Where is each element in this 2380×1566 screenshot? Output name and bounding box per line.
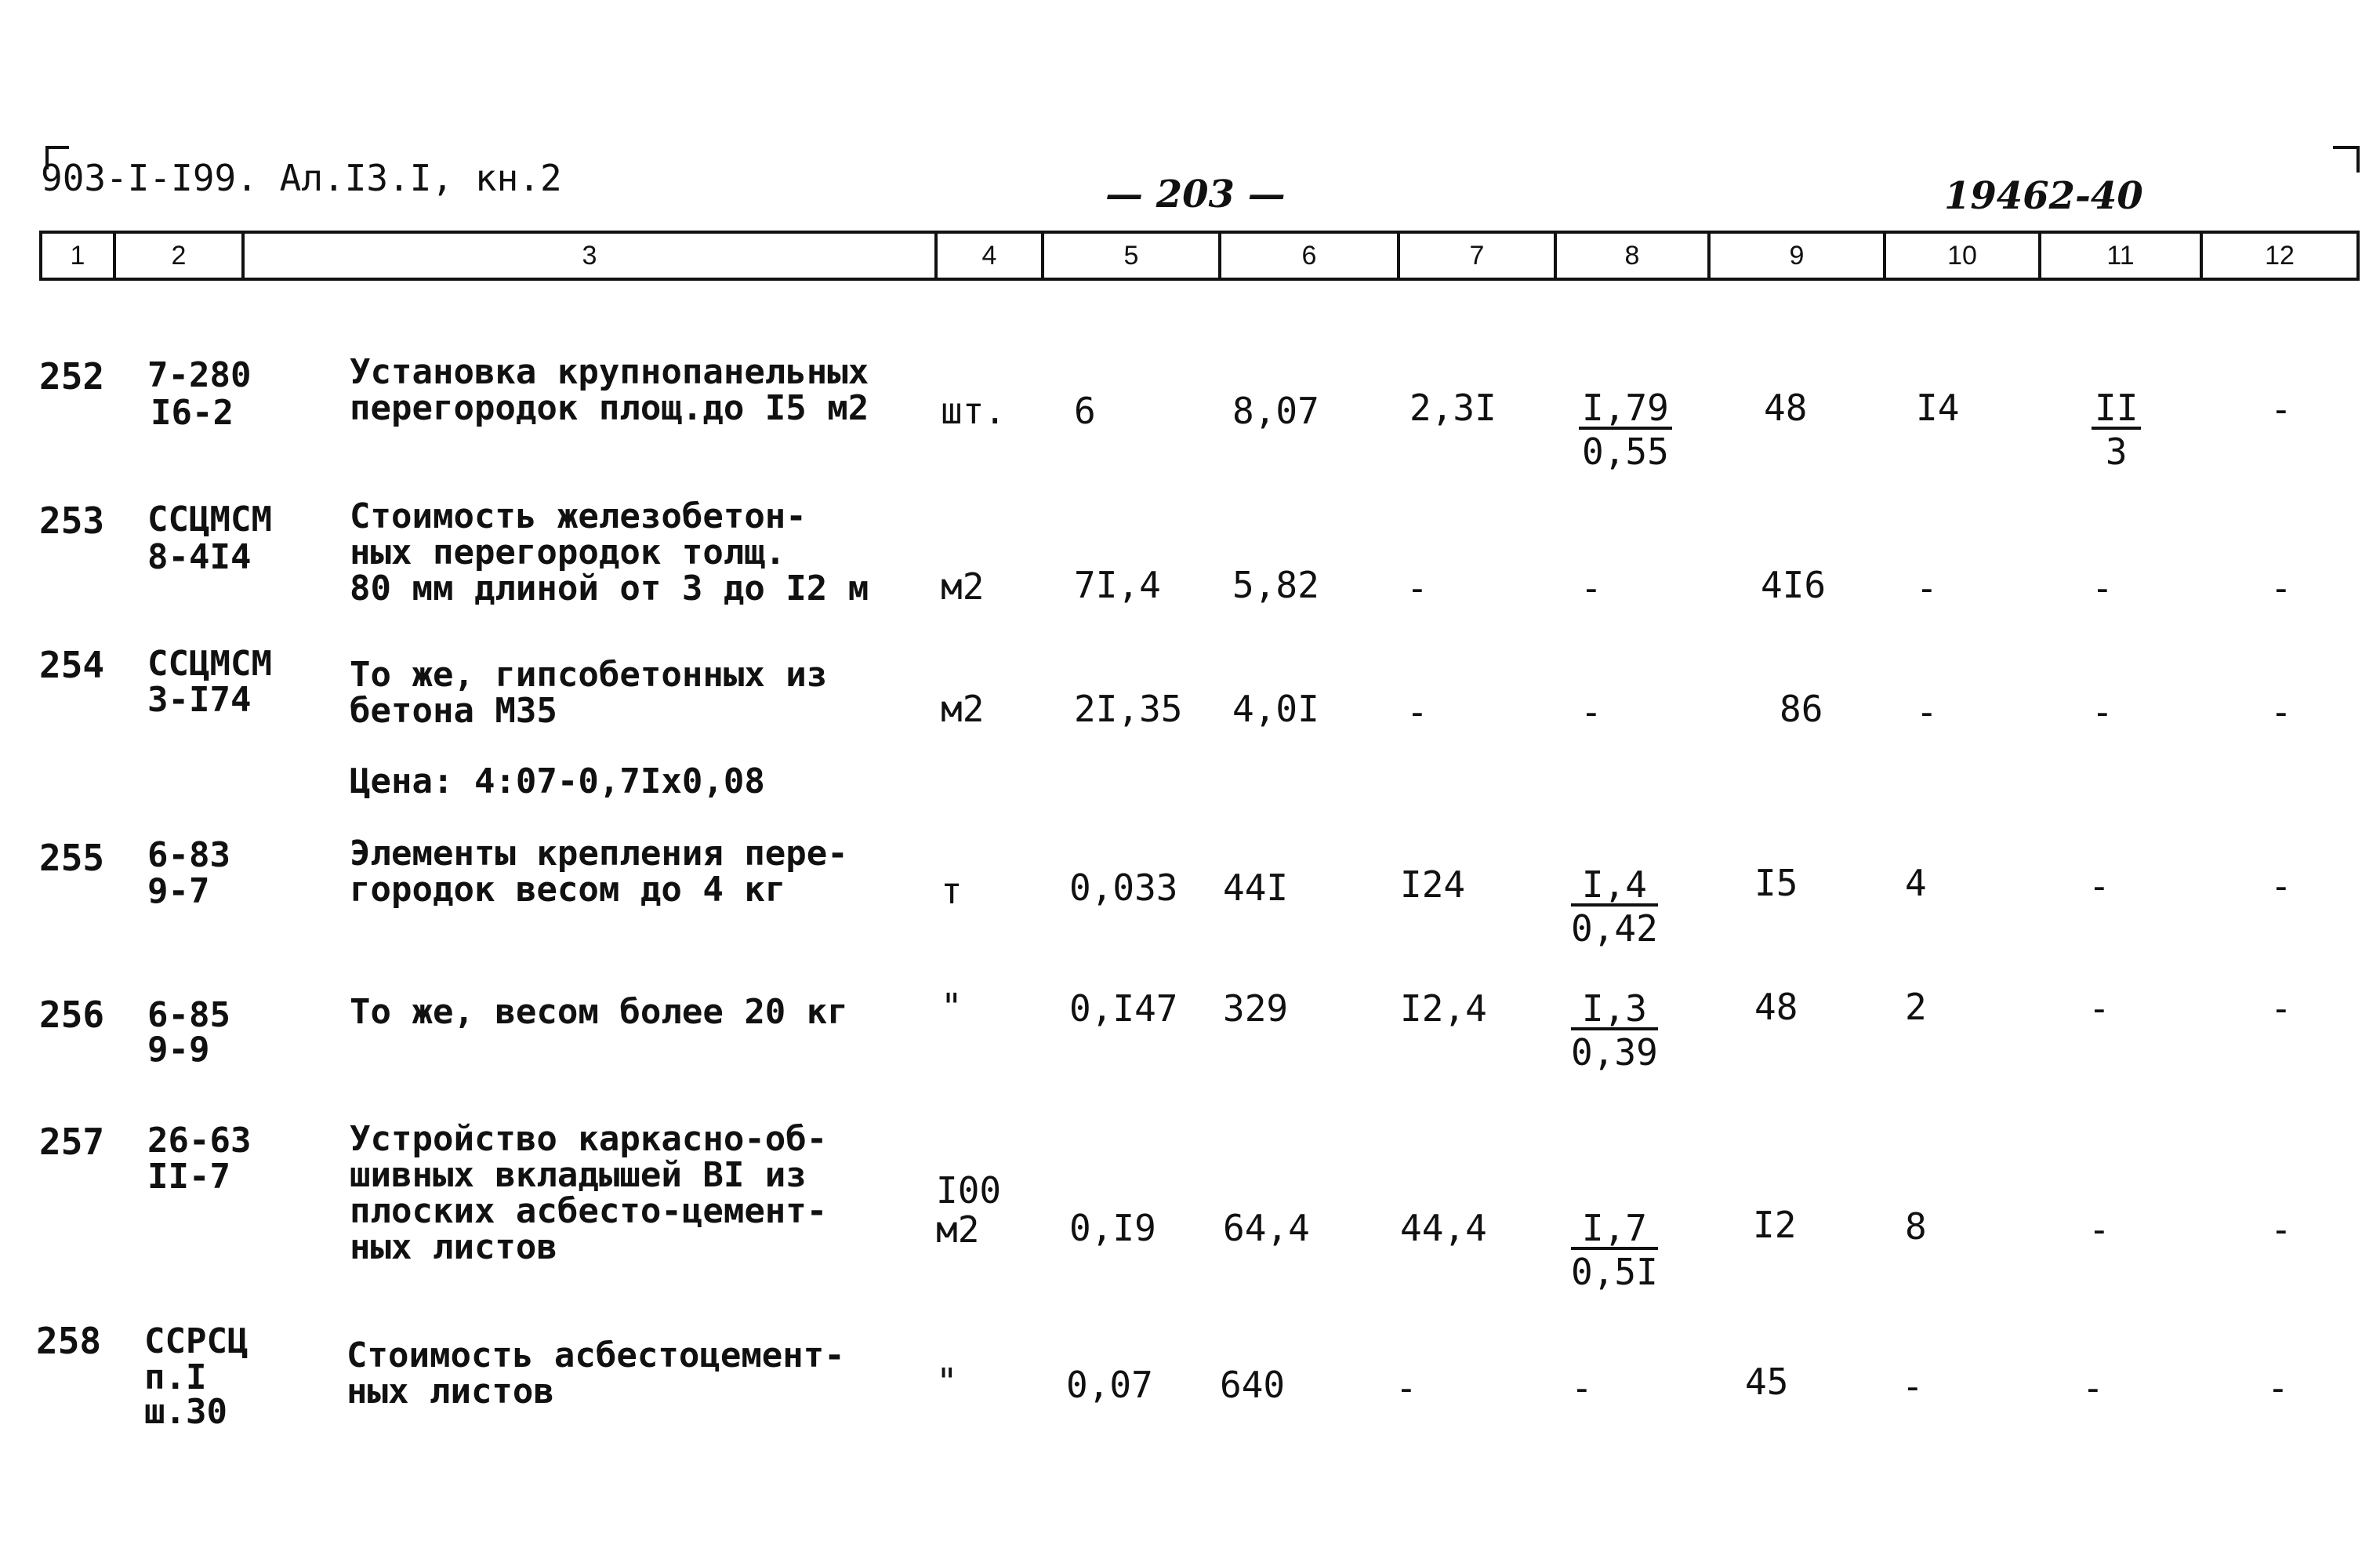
work-description: ных листов: [346, 1372, 554, 1412]
fraction-numerator: I,7: [1571, 1209, 1658, 1250]
col-header-7: 7: [1397, 234, 1554, 278]
col11-value: -: [2088, 865, 2110, 907]
quantity: 2I,35: [1074, 688, 1183, 730]
col-header-4: 4: [934, 234, 1041, 278]
document-code: 903-I-I99. Ал.I3.I, кн.2: [41, 157, 562, 199]
fraction-denominator: 0,42: [1571, 907, 1658, 950]
price-code: II-7: [147, 1157, 230, 1197]
col9-value: I5: [1754, 862, 1798, 904]
price-code: 3-I74: [147, 680, 252, 720]
col-header-1: 1: [70, 240, 85, 271]
col-header-12: 12: [2200, 234, 2356, 278]
quantity: 0,033: [1069, 867, 1178, 909]
col12-value: -: [2270, 691, 2292, 733]
corner-mark-right: [2333, 146, 2360, 173]
row-number: 254: [39, 644, 105, 686]
col7-value: 44,4: [1400, 1207, 1487, 1249]
col-header-5: 5: [1041, 234, 1218, 278]
col10-value: 8: [1905, 1205, 1927, 1248]
fraction-numerator: I,4: [1571, 866, 1658, 907]
row-number: 253: [39, 500, 105, 542]
price-note: Цена: 4:07-0,7Iх0,08: [350, 761, 765, 801]
col11-value: -: [2082, 1367, 2104, 1409]
col10-value: -: [1916, 691, 1938, 733]
col7-value: -: [1406, 567, 1428, 609]
work-description: плоских асбесто-цемент-: [350, 1191, 828, 1231]
row-number: 258: [36, 1320, 102, 1362]
unit: т: [941, 870, 963, 912]
price-code: ССЦМСМ: [147, 644, 272, 684]
row-number: 256: [39, 994, 105, 1036]
work-description: Установка крупнопанельных: [350, 352, 869, 392]
col9-value: 45: [1745, 1361, 1789, 1403]
quantity: 6: [1074, 390, 1096, 432]
work-description: шивных вкладышей ВI из: [350, 1155, 807, 1195]
quantity: 0,07: [1066, 1364, 1153, 1406]
col11-value: -: [2088, 1208, 2110, 1251]
unit: м2: [941, 565, 985, 608]
fraction-numerator: I,3: [1571, 990, 1658, 1030]
col11-value: -: [2092, 567, 2113, 609]
col12-value: -: [2270, 567, 2292, 609]
work-description: Устройство каркасно-об-: [350, 1119, 828, 1159]
col-header-8: 8: [1554, 234, 1707, 278]
work-description: Элементы крепления пере-: [350, 834, 848, 874]
column-header-row: [39, 231, 2360, 281]
col10-value: 4: [1905, 862, 1927, 904]
col8-fraction: [1571, 1209, 1658, 1291]
fraction-denominator: 3: [2105, 431, 2128, 473]
col9-value: 48: [1764, 387, 1808, 429]
col9-value: I2: [1753, 1204, 1797, 1246]
work-description: То же, гипсобетонных из: [350, 655, 828, 695]
page-number: — 203 —: [1105, 173, 1286, 216]
work-description: Стоимость железобетон-: [350, 496, 807, 536]
price-code: п.I: [144, 1357, 207, 1397]
price-code: ССЦМСМ: [147, 500, 272, 540]
col11-value: -: [2088, 987, 2110, 1030]
work-description: городок весом до 4 кг: [350, 870, 786, 910]
col-header-10: 10: [1883, 234, 2038, 278]
col8-value: -: [1571, 1367, 1593, 1409]
col-header-9: 9: [1707, 234, 1883, 278]
unit: ": [936, 1361, 958, 1403]
col12-value: -: [2270, 388, 2292, 431]
unit-cost: 640: [1220, 1364, 1286, 1406]
col9-value: 86: [1780, 688, 1823, 730]
col12-value: -: [2270, 865, 2292, 907]
col11-fraction: [2092, 389, 2141, 471]
work-description: ных перегородок толщ.: [350, 532, 786, 572]
col10-value: -: [1902, 1365, 1924, 1408]
col7-value: I24: [1400, 863, 1466, 906]
quantity: 7I,4: [1074, 564, 1161, 606]
unit: I00: [936, 1169, 1002, 1212]
col8-value: -: [1580, 567, 1602, 609]
row-number: 255: [39, 837, 105, 879]
quantity: 0,I47: [1069, 987, 1178, 1030]
col8-fraction: [1571, 863, 1658, 950]
col12-value: -: [2270, 987, 2292, 1030]
work-description: Стоимость асбестоцемент-: [346, 1335, 845, 1375]
unit: шт.: [941, 390, 1007, 432]
col12-value: -: [2270, 1208, 2292, 1251]
unit-cost: 44I: [1223, 867, 1289, 909]
document-number: 19462-40: [1944, 174, 2143, 218]
col10-value: I4: [1916, 387, 1960, 429]
col-header-6: 6: [1218, 234, 1397, 278]
col-header-2: 2: [113, 234, 241, 278]
price-code: 9-9: [147, 1030, 210, 1070]
row-number: 252: [39, 355, 105, 398]
unit-cost: 5,82: [1232, 564, 1319, 606]
work-description: бетона М35: [350, 691, 557, 731]
unit-cost: 4,0I: [1232, 688, 1319, 730]
fraction-denominator: 0,39: [1571, 1031, 1658, 1074]
price-code: I6-2: [151, 393, 234, 433]
col8-fraction: [1571, 987, 1658, 1074]
col7-value: I2,4: [1400, 987, 1487, 1030]
unit-cost: 329: [1223, 987, 1289, 1030]
col10-value: -: [1916, 567, 1938, 609]
fraction-numerator: I,79: [1579, 389, 1672, 430]
fraction-denominator: 0,55: [1582, 431, 1669, 473]
work-description: ных листов: [350, 1227, 557, 1267]
col8-fraction: [1579, 389, 1672, 471]
price-code: 26-63: [147, 1121, 252, 1161]
col11-value: -: [2092, 691, 2113, 733]
price-code: 6-85: [147, 995, 230, 1035]
row-number: 257: [39, 1121, 105, 1163]
price-code: 9-7: [147, 871, 210, 911]
unit-cost: 64,4: [1223, 1207, 1310, 1249]
col7-value: 2,3I: [1409, 387, 1497, 429]
col8-value: -: [1580, 691, 1602, 733]
fraction-denominator: 0,5I: [1571, 1251, 1658, 1293]
unit: м2: [936, 1208, 980, 1251]
col7-value: -: [1395, 1367, 1417, 1409]
col12-value: -: [2267, 1367, 2289, 1409]
price-code: ССРСЦ: [144, 1321, 249, 1361]
price-code: 8-4I4: [147, 537, 252, 577]
work-description: 80 мм длиной от 3 до I2 м: [350, 569, 869, 609]
work-description: перегородок площ.до I5 м2: [350, 388, 869, 428]
quantity: 0,I9: [1069, 1207, 1156, 1249]
unit-cost: 8,07: [1232, 390, 1319, 432]
unit: ": [941, 986, 963, 1028]
price-code: 7-280: [147, 355, 252, 395]
fraction-numerator: II: [2092, 389, 2141, 430]
col7-value: -: [1406, 691, 1428, 733]
price-code: 6-83: [147, 835, 230, 875]
col-header-3: 3: [241, 234, 934, 278]
col9-value: 48: [1754, 986, 1798, 1028]
col-header-11: 11: [2038, 234, 2200, 278]
price-code: ш.30: [144, 1392, 227, 1432]
work-description: То же, весом более 20 кг: [350, 992, 848, 1032]
col10-value: 2: [1905, 986, 1927, 1028]
unit: м2: [941, 688, 985, 730]
col9-value: 4I6: [1761, 564, 1827, 606]
